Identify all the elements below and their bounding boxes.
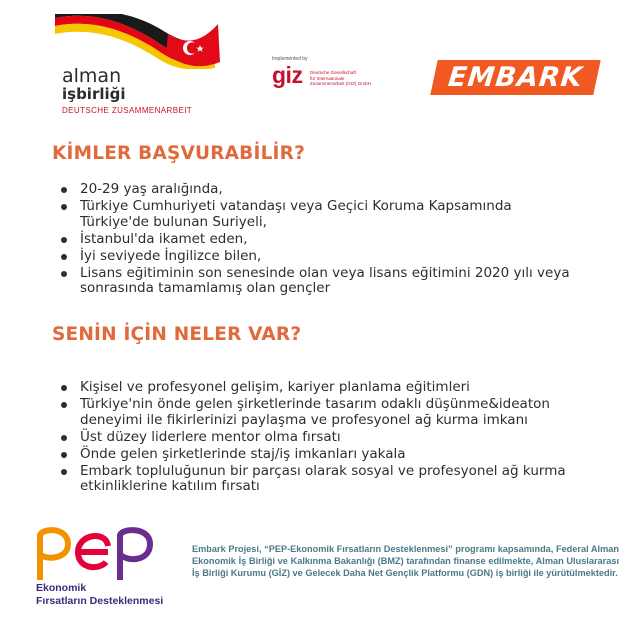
list-item-text: İyi seviyede İngilizce bilen,: [80, 247, 262, 264]
bullet-icon: [61, 402, 67, 408]
pep-logo-line1: Ekonomik: [36, 582, 87, 594]
eligibility-list: [54, 182, 574, 298]
list-item: [54, 266, 574, 297]
pep-mark-icon: [34, 524, 174, 582]
giz-wordmark: giz: [272, 62, 303, 88]
benefits-list: [54, 380, 574, 496]
list-item: [54, 380, 574, 396]
bullet-icon: [61, 254, 67, 260]
list-item: [54, 447, 574, 463]
list-item: [54, 397, 574, 428]
pep-logo-line2: Fırsatların Desteklenmesi: [36, 595, 164, 607]
list-item-text: Lisans eğitiminin son senesinde olan veya lisans eğitimini 2020 yılı veya sonrasında tamamlamış olan gençler: [80, 264, 570, 296]
list-item-text: Üst düzey liderlere mentor olma fırsatı: [80, 428, 341, 445]
giz-description-line: Zusammenarbeit (GIZ) GmbH: [310, 81, 372, 87]
alman-logo-line2: işbirliği: [62, 85, 126, 103]
embark-wordmark: EMBARK: [446, 62, 585, 93]
pep-logo: [34, 524, 174, 614]
list-item: [54, 182, 574, 198]
section-heading-who-can-apply: KİMLER BAŞVURABİLİR?: [52, 143, 306, 164]
bullet-icon: [61, 237, 67, 243]
bullet-icon: [61, 385, 67, 391]
giz-implemented-by: Implemented by: [272, 56, 308, 62]
list-item-text: Türkiye'nin önde gelen şirketlerinde tasarım odaklı düşünme&ideaton deneyimi ile fikirlerinizi paylaşma ve profesyonel ağ kurma imkanı: [80, 396, 550, 428]
list-item: [54, 464, 574, 495]
giz-description: [310, 70, 371, 87]
giz-logo: [272, 56, 382, 96]
list-item-text: Önde gelen şirketlerinde staj/iş imkanları yakala: [80, 445, 406, 462]
bullet-icon: [61, 452, 67, 458]
list-item: [54, 232, 574, 248]
list-item: [54, 430, 574, 446]
bullet-icon: [61, 204, 67, 210]
bullet-icon: [61, 435, 67, 441]
list-item-text: 20-29 yaş aralığında,: [80, 181, 223, 197]
list-item-text: İstanbul'da ikamet eden,: [80, 230, 248, 247]
alman-logo-subtitle: DEUTSCHE ZUSAMMENARBEIT: [62, 106, 193, 115]
list-item-text: Embark topluluğunun bir parçası olarak sosyal ve profesyonel ağ kurma etkinliklerine katılım fırsatı: [80, 462, 566, 494]
embark-logo: [430, 60, 600, 95]
list-item: [54, 199, 574, 230]
list-item-text: Kişisel ve profesyonel gelişim, kariyer planlama eğitimleri: [80, 379, 470, 395]
bullet-icon: [61, 187, 67, 193]
section-heading-what-is-for-you: SENİN İÇİN NELER VAR?: [52, 324, 302, 345]
bullet-icon: [61, 469, 67, 475]
german-turkish-flag-icon: [50, 14, 225, 69]
list-item: [54, 249, 574, 265]
bullet-icon: [61, 271, 67, 277]
giz-description-line: Deutsche Gesellschaft: [310, 70, 356, 75]
alman-logo-line1: alman: [62, 65, 122, 87]
list-item-text: Türkiye Cumhuriyeti vatandaşı veya Geçici Koruma Kapsamında Türkiye'de bulunan Suriyeli,: [80, 198, 512, 230]
footer-disclaimer: Embark Projesi, “PEP-Ekonomik Fırsatların Desteklenmesi” programı kapsamında, Federal Alman Ekonomik İş Birliği ve Kalkınma Bakanlığı (BMZ) tarafından finanse edilmekte, Alman Uluslararası İş Birliği Kurumu (GİZ) ve Gelecek Daha Net Gençlik Platformu (GDN) iş birliği ile yürütülmektedir.: [192, 544, 619, 578]
giz-description-line: für Internationale: [310, 75, 345, 81]
alman-isbirligi-logo: [50, 14, 225, 114]
